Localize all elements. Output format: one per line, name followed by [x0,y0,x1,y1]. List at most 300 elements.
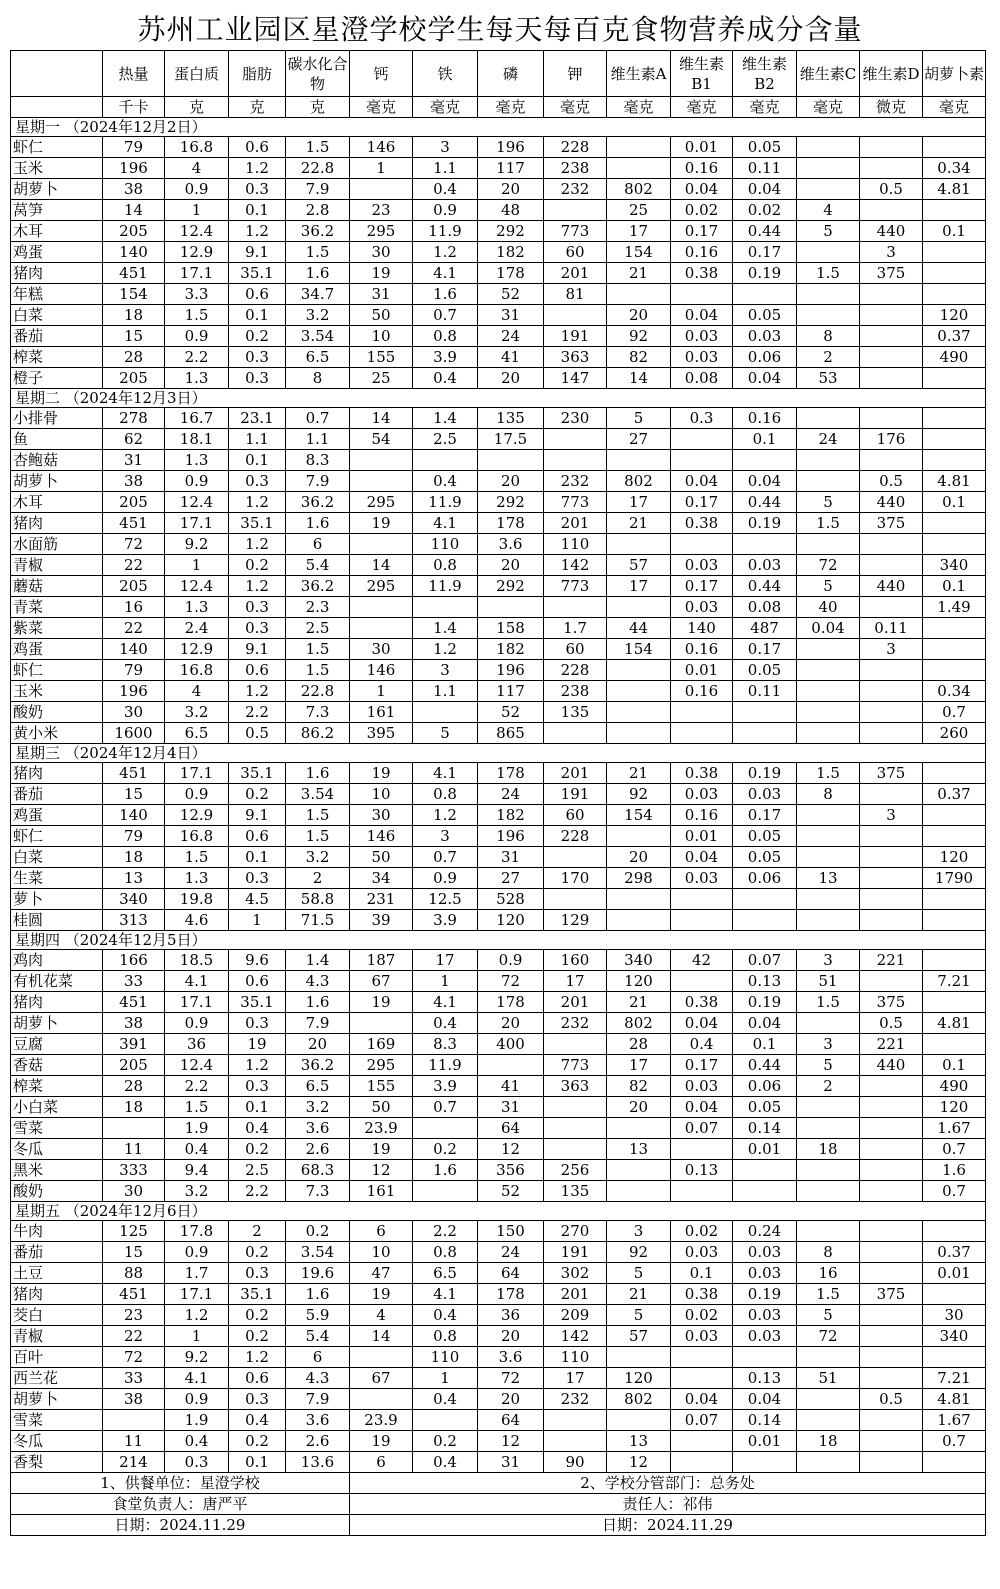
table-cell: 17.1 [165,763,229,784]
table-cell: 16.7 [165,408,229,429]
table-cell [607,284,671,305]
table-cell [607,1160,671,1181]
table-cell: 0.05 [733,660,797,681]
table-cell: 8.3 [286,450,350,471]
table-cell: 0.19 [733,513,797,534]
table-cell [797,158,860,179]
table-cell: 256 [544,1160,607,1181]
table-cell [733,702,797,723]
table-cell [923,534,986,555]
table-cell: 4 [350,1305,413,1326]
table-cell: 8 [797,784,860,805]
table-cell: 15 [103,1242,165,1263]
table-cell: 161 [350,1181,413,1202]
table-cell: 1.67 [923,1410,986,1431]
table-cell: 4.1 [413,992,478,1013]
table-cell: 0.11 [733,681,797,702]
table-cell: 178 [478,763,544,784]
table-cell [923,1347,986,1368]
table-cell: 176 [860,429,923,450]
column-header: 维生素A [607,51,671,97]
table-cell: 6.5 [165,723,229,744]
table-cell [797,534,860,555]
table-cell [733,450,797,471]
table-cell [413,702,478,723]
table-cell: 4.6 [165,910,229,931]
table-cell: 3 [607,1221,671,1242]
food-name: 雪菜 [11,1410,103,1431]
table-cell: 1 [413,971,478,992]
table-cell: 0.04 [733,1013,797,1034]
table-cell: 51 [797,1368,860,1389]
table-cell: 147 [544,368,607,389]
table-cell: 140 [103,639,165,660]
table-cell: 3.9 [413,347,478,368]
table-row [11,639,986,660]
table-cell: 0.9 [165,1389,229,1410]
table-cell: 3.6 [286,1410,350,1431]
table-cell: 3 [413,137,478,158]
table-cell: 146 [350,826,413,847]
table-cell: 20 [478,1389,544,1410]
table-cell [350,618,413,639]
table-cell [797,639,860,660]
table-cell: 0.3 [229,1013,286,1034]
table-cell: 0.4 [413,1389,478,1410]
table-cell: 18 [797,1431,860,1452]
nutrition-table [10,50,986,1536]
table-cell [860,1139,923,1160]
unit-cell: 毫克 [350,97,413,118]
table-cell: 38 [103,1013,165,1034]
food-name: 鱼 [11,429,103,450]
table-cell: 52 [478,1181,544,1202]
table-cell: 5 [413,723,478,744]
table-cell: 1.3 [165,597,229,618]
table-row [11,660,986,681]
table-cell: 5 [607,1263,671,1284]
table-cell [860,1097,923,1118]
table-cell [797,1410,860,1431]
table-cell [544,305,607,326]
table-cell: 0.8 [413,555,478,576]
table-row [11,1221,986,1242]
table-cell: 150 [478,1221,544,1242]
table-cell: 11.9 [413,1055,478,1076]
table-cell: 10 [350,1242,413,1263]
unit-cell: 毫克 [733,97,797,118]
table-cell: 110 [413,1347,478,1368]
table-cell [350,450,413,471]
table-cell: 1.6 [923,1160,986,1181]
table-cell: 3 [413,660,478,681]
table-cell: 18.1 [165,429,229,450]
table-cell: 1.2 [413,242,478,263]
table-cell: 24 [478,326,544,347]
table-cell: 2.6 [286,1139,350,1160]
table-cell: 36 [478,1305,544,1326]
table-cell: 36.2 [286,576,350,597]
table-row [11,868,986,889]
table-cell: 1.7 [165,1263,229,1284]
table-cell [797,408,860,429]
table-cell: 0.04 [733,1389,797,1410]
table-cell: 363 [544,347,607,368]
column-header: 维生素D [860,51,923,97]
table-cell: 3.54 [286,326,350,347]
food-name: 鸡肉 [11,950,103,971]
table-cell: 0.17 [733,639,797,660]
table-cell: 295 [350,576,413,597]
table-cell: 5 [797,221,860,242]
table-cell: 178 [478,992,544,1013]
table-row [11,450,986,471]
food-name: 猪肉 [11,763,103,784]
food-name: 有机花菜 [11,971,103,992]
table-cell: 0.3 [671,408,733,429]
table-cell: 0.1 [733,1034,797,1055]
table-cell [733,723,797,744]
table-cell [923,137,986,158]
table-cell [544,889,607,910]
table-cell: 47 [350,1263,413,1284]
table-cell [671,910,733,931]
table-cell: 363 [544,1076,607,1097]
table-cell: 0.08 [671,368,733,389]
table-cell: 12.9 [165,639,229,660]
table-cell [413,597,478,618]
table-cell: 232 [544,1013,607,1034]
table-row [11,555,986,576]
table-cell: 1600 [103,723,165,744]
table-cell: 0.03 [671,1076,733,1097]
table-cell: 72 [797,555,860,576]
table-cell: 110 [413,534,478,555]
table-cell: 54 [350,429,413,450]
table-cell: 231 [350,889,413,910]
table-row [11,1410,986,1431]
table-cell [860,1221,923,1242]
table-cell: 3 [413,826,478,847]
table-row [11,1181,986,1202]
table-cell: 38 [103,179,165,200]
table-row [11,1076,986,1097]
table-cell: 4.81 [923,1389,986,1410]
table-cell: 0.3 [229,471,286,492]
table-cell: 196 [478,660,544,681]
food-name: 白菜 [11,847,103,868]
table-cell [413,1118,478,1139]
table-cell: 17.8 [165,1221,229,1242]
table-cell: 228 [544,137,607,158]
table-cell [544,1431,607,1452]
table-cell: 6 [350,1221,413,1242]
table-cell: 22 [103,1326,165,1347]
table-cell [860,347,923,368]
table-row [11,1347,986,1368]
table-cell: 1.6 [286,763,350,784]
table-cell [607,681,671,702]
food-name: 牛肉 [11,1221,103,1242]
day-row [11,118,986,137]
table-cell: 1 [413,1368,478,1389]
table-cell [797,1013,860,1034]
table-cell: 125 [103,1221,165,1242]
table-cell [797,450,860,471]
table-cell: 487 [733,618,797,639]
table-cell: 12 [607,1452,671,1473]
table-cell: 30 [350,242,413,263]
table-cell: 0.2 [286,1221,350,1242]
table-cell: 25 [607,200,671,221]
table-cell: 0.2 [229,1305,286,1326]
table-cell [350,1347,413,1368]
table-cell [733,889,797,910]
table-cell: 64 [478,1410,544,1431]
table-row [11,408,986,429]
table-cell: 0.2 [413,1139,478,1160]
food-name: 青菜 [11,597,103,618]
table-cell: 295 [350,1055,413,1076]
table-cell: 155 [350,347,413,368]
table-cell: 0.6 [229,660,286,681]
table-cell: 20 [607,847,671,868]
table-cell: 4.81 [923,1013,986,1034]
table-cell: 0.17 [671,1055,733,1076]
table-cell: 4 [165,158,229,179]
table-cell: 7.3 [286,1181,350,1202]
table-cell: 24 [797,429,860,450]
food-name: 土豆 [11,1263,103,1284]
table-cell [350,1013,413,1034]
food-name: 生菜 [11,868,103,889]
table-cell: 1 [165,200,229,221]
table-cell: 0.6 [229,284,286,305]
table-cell: 169 [350,1034,413,1055]
table-cell: 3.2 [286,847,350,868]
table-cell: 14 [350,408,413,429]
table-row [11,618,986,639]
table-cell [860,826,923,847]
table-cell: 20 [286,1034,350,1055]
table-cell: 4.1 [165,971,229,992]
table-row [11,492,986,513]
table-cell: 3.6 [286,1118,350,1139]
food-name: 水面筋 [11,534,103,555]
table-cell: 0.1 [671,1263,733,1284]
table-cell: 13 [797,868,860,889]
table-cell: 5 [797,1055,860,1076]
table-cell: 16 [797,1263,860,1284]
page-title: 苏州工业园区星澄学校学生每天每百克食物营养成分含量 [137,13,863,46]
table-cell: 5 [607,408,671,429]
table-cell: 0.04 [671,1389,733,1410]
table-cell: 1.7 [544,618,607,639]
table-cell: 15 [103,326,165,347]
table-cell: 0.8 [413,326,478,347]
table-cell: 1.2 [413,639,478,660]
column-header: 维生素B2 [733,51,797,97]
table-cell: 19.6 [286,1263,350,1284]
table-row [11,471,986,492]
table-cell: 0.3 [229,1076,286,1097]
table-cell: 191 [544,326,607,347]
unit-cell: 克 [165,97,229,118]
table-cell: 20 [478,1013,544,1034]
table-cell: 0.4 [413,1452,478,1473]
column-header: 维生素B1 [671,51,733,97]
table-cell: 51 [797,971,860,992]
table-cell: 50 [350,847,413,868]
table-row [11,889,986,910]
table-cell: 155 [350,1076,413,1097]
table-cell: 39 [350,910,413,931]
table-cell [860,305,923,326]
unit-cell: 千卡 [103,97,165,118]
table-cell: 6 [286,1347,350,1368]
table-cell [923,660,986,681]
table-cell: 23.9 [350,1118,413,1139]
table-cell [671,1139,733,1160]
table-cell: 5 [797,492,860,513]
table-cell: 31 [478,305,544,326]
food-name: 猪肉 [11,513,103,534]
table-row [11,1242,986,1263]
table-cell: 142 [544,1326,607,1347]
table-cell: 92 [607,784,671,805]
table-cell: 1.9 [165,1410,229,1431]
table-cell: 1.5 [797,1284,860,1305]
table-cell: 110 [544,534,607,555]
table-row [11,137,986,158]
table-cell: 17 [544,971,607,992]
table-cell: 12 [478,1431,544,1452]
table-cell: 0.04 [733,368,797,389]
footer-row [11,1494,986,1515]
table-cell: 0.2 [229,555,286,576]
column-header: 胡萝卜素 [923,51,986,97]
table-cell: 1.5 [286,639,350,660]
unit-cell: 毫克 [923,97,986,118]
table-cell: 146 [350,660,413,681]
table-cell: 34.7 [286,284,350,305]
table-cell [860,1263,923,1284]
food-name: 莴笋 [11,200,103,221]
day-row [11,1202,986,1221]
table-cell: 232 [544,471,607,492]
table-cell [797,1181,860,1202]
food-name: 青椒 [11,1326,103,1347]
table-cell: 773 [544,221,607,242]
table-cell: 0.04 [671,179,733,200]
table-cell: 14 [607,368,671,389]
table-cell: 0.9 [165,784,229,805]
canteen-head-label: 食堂负责人：唐严平 [11,1494,350,1515]
table-cell: 23.1 [229,408,286,429]
table-cell: 0.1 [923,221,986,242]
table-cell: 3.6 [478,534,544,555]
table-cell: 1.2 [229,576,286,597]
table-cell: 773 [544,576,607,597]
table-cell [544,723,607,744]
table-cell: 0.9 [165,179,229,200]
table-cell: 0.6 [229,137,286,158]
food-name: 胡萝卜 [11,471,103,492]
table-cell: 0.05 [733,847,797,868]
table-cell: 17.1 [165,513,229,534]
table-cell: 20 [478,1326,544,1347]
table-row [11,513,986,534]
table-cell: 19 [350,763,413,784]
table-cell [860,1431,923,1452]
table-cell: 20 [478,179,544,200]
table-cell [860,910,923,931]
table-cell: 292 [478,221,544,242]
table-row [11,971,986,992]
table-row [11,910,986,931]
table-row [11,242,986,263]
table-cell: 11.9 [413,492,478,513]
table-cell [860,681,923,702]
table-row [11,1452,986,1473]
table-cell [860,702,923,723]
table-cell: 1.2 [165,1305,229,1326]
table-cell: 0.3 [165,1452,229,1473]
column-header: 维生素C [797,51,860,97]
table-cell: 0.06 [733,868,797,889]
table-cell: 0.16 [733,408,797,429]
table-cell: 38 [103,1389,165,1410]
table-cell: 0.01 [671,826,733,847]
table-cell: 196 [478,826,544,847]
table-cell [923,368,986,389]
table-cell: 182 [478,639,544,660]
table-row [11,1305,986,1326]
table-cell: 40 [797,597,860,618]
table-cell: 228 [544,826,607,847]
table-cell: 50 [350,305,413,326]
table-cell: 5.4 [286,1326,350,1347]
table-cell: 0.05 [733,305,797,326]
table-cell [413,450,478,471]
unit-cell: 毫克 [413,97,478,118]
table-cell: 178 [478,263,544,284]
table-cell [733,1181,797,1202]
table-cell: 7.9 [286,179,350,200]
table-cell: 333 [103,1160,165,1181]
table-cell: 35.1 [229,263,286,284]
table-cell [797,660,860,681]
table-cell [797,1097,860,1118]
food-name: 猪肉 [11,263,103,284]
table-cell: 0.14 [733,1410,797,1431]
table-cell: 0.11 [733,158,797,179]
unit-cell: 毫克 [544,97,607,118]
table-cell: 451 [103,263,165,284]
table-cell: 865 [478,723,544,744]
table-cell: 7.3 [286,702,350,723]
table-cell: 0.5 [229,723,286,744]
column-header: 钙 [350,51,413,97]
table-cell [733,1347,797,1368]
table-cell: 0.4 [671,1034,733,1055]
food-name: 玉米 [11,158,103,179]
table-cell: 13 [607,1431,671,1452]
table-cell: 0.34 [923,681,986,702]
table-row [11,1139,986,1160]
table-cell [607,597,671,618]
food-name: 橙子 [11,368,103,389]
